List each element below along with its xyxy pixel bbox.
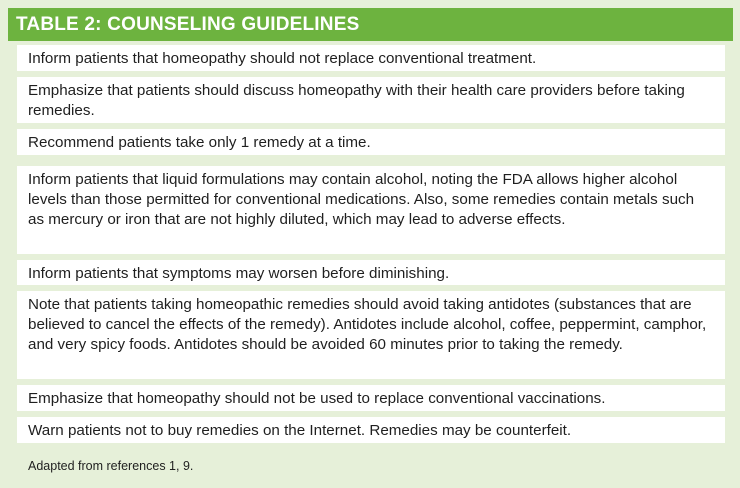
guideline-row: Warn patients not to buy remedies on the Internet. Remedies may be counterfeit.	[17, 417, 725, 443]
guideline-row: Inform patients that homeopathy should not replace conventional treatment.	[17, 45, 725, 71]
guideline-row: Emphasize that patients should discuss homeopathy with their health care providers before taking remedies.	[17, 77, 725, 123]
guideline-row: Inform patients that symptoms may worsen before diminishing.	[17, 260, 725, 285]
guideline-row: Recommend patients take only 1 remedy at a time.	[17, 129, 725, 155]
table-footnote: Adapted from references 1, 9.	[28, 459, 194, 473]
guidelines-list	[17, 45, 725, 443]
guideline-row: Inform patients that liquid formulations may contain alcohol, noting the FDA allows higher alcohol levels than those permitted for conventional medications. Also, some remedies contain metals such as mercury or iron that are not highly diluted, which may lead to adverse effects.	[17, 166, 725, 254]
guideline-row: Emphasize that homeopathy should not be used to replace conventional vaccinations.	[17, 385, 725, 411]
guideline-row: Note that patients taking homeopathic remedies should avoid taking antidotes (substances that are believed to cancel the effects of the remedy). Antidotes include alcohol, coffee, peppermint, camphor, and very spicy foods. Antidotes should be avoided 60 minutes prior to taking the remedy.	[17, 291, 725, 379]
table-title: TABLE 2: COUNSELING GUIDELINES	[8, 8, 733, 41]
